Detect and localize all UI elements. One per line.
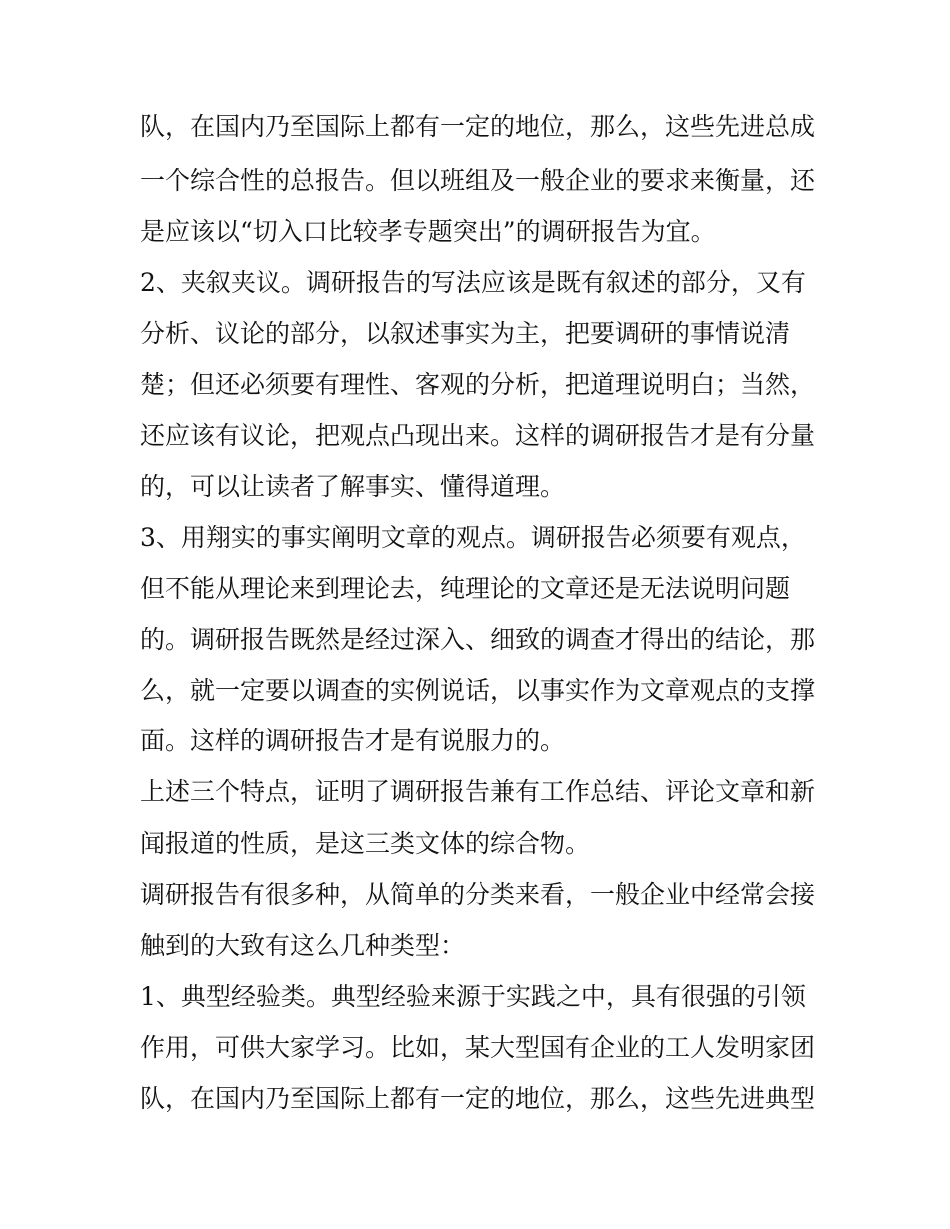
text-line: 队，在国内乃至国际上都有一定的地位，那么，这些先进总成 bbox=[140, 112, 816, 141]
text-line: 1、典型经验类。典型经验来源于实践之中，具有很强的引领 bbox=[140, 982, 806, 1011]
text-line: 队，在国内乃至国际上都有一定的地位，那么，这些先进典型 bbox=[140, 1084, 816, 1113]
text-line: 2、夹叙夹议。调研报告的写法应该是既有叙述的部分，又有 bbox=[140, 268, 806, 297]
text-line: 触到的大致有这么几种类型： bbox=[140, 931, 466, 960]
text-line: 上述三个特点，证明了调研报告兼有工作总结、评论文章和新 bbox=[140, 777, 816, 806]
text-line: 3、用翔实的事实阐明文章的观点。调研报告必须要有观点， bbox=[140, 523, 806, 552]
text-line: 调研报告有很多种，从简单的分类来看，一般企业中经常会接 bbox=[140, 880, 816, 909]
text-line: 作用，可供大家学习。比如，某大型国有企业的工人发明家团 bbox=[140, 1033, 816, 1062]
text-line: 是应该以“切入口比较孝专题突出”的调研报告为宜。 bbox=[140, 217, 716, 246]
text-line: 但不能从理论来到理论去，纯理论的文章还是无法说明问题 bbox=[140, 574, 791, 603]
text-line: 还应该有议论，把观点凸现出来。这样的调研报告才是有分量 bbox=[140, 421, 816, 450]
text-line: 闻报道的性质，是这三类文体的综合物。 bbox=[140, 829, 591, 858]
text-line: 面。这样的调研报告才是有说服力的。 bbox=[140, 726, 566, 755]
text-line: 的，可以让读者了解事实、懂得道理。 bbox=[140, 472, 566, 501]
text-line: 的。调研报告既然是经过深入、细致的调查才得出的结论，那 bbox=[140, 625, 816, 654]
text-line: 分析、议论的部分，以叙述事实为主，把要调研的事情说清 bbox=[140, 319, 791, 348]
text-line: 一个综合性的总报告。但以班组及一般企业的要求来衡量，还 bbox=[140, 166, 816, 195]
text-line: 么，就一定要以调查的实例说话，以事实作为文章观点的支撑 bbox=[140, 676, 816, 705]
text-line: 楚；但还必须要有理性、客观的分析，把道理说明白；当然， bbox=[140, 370, 816, 399]
